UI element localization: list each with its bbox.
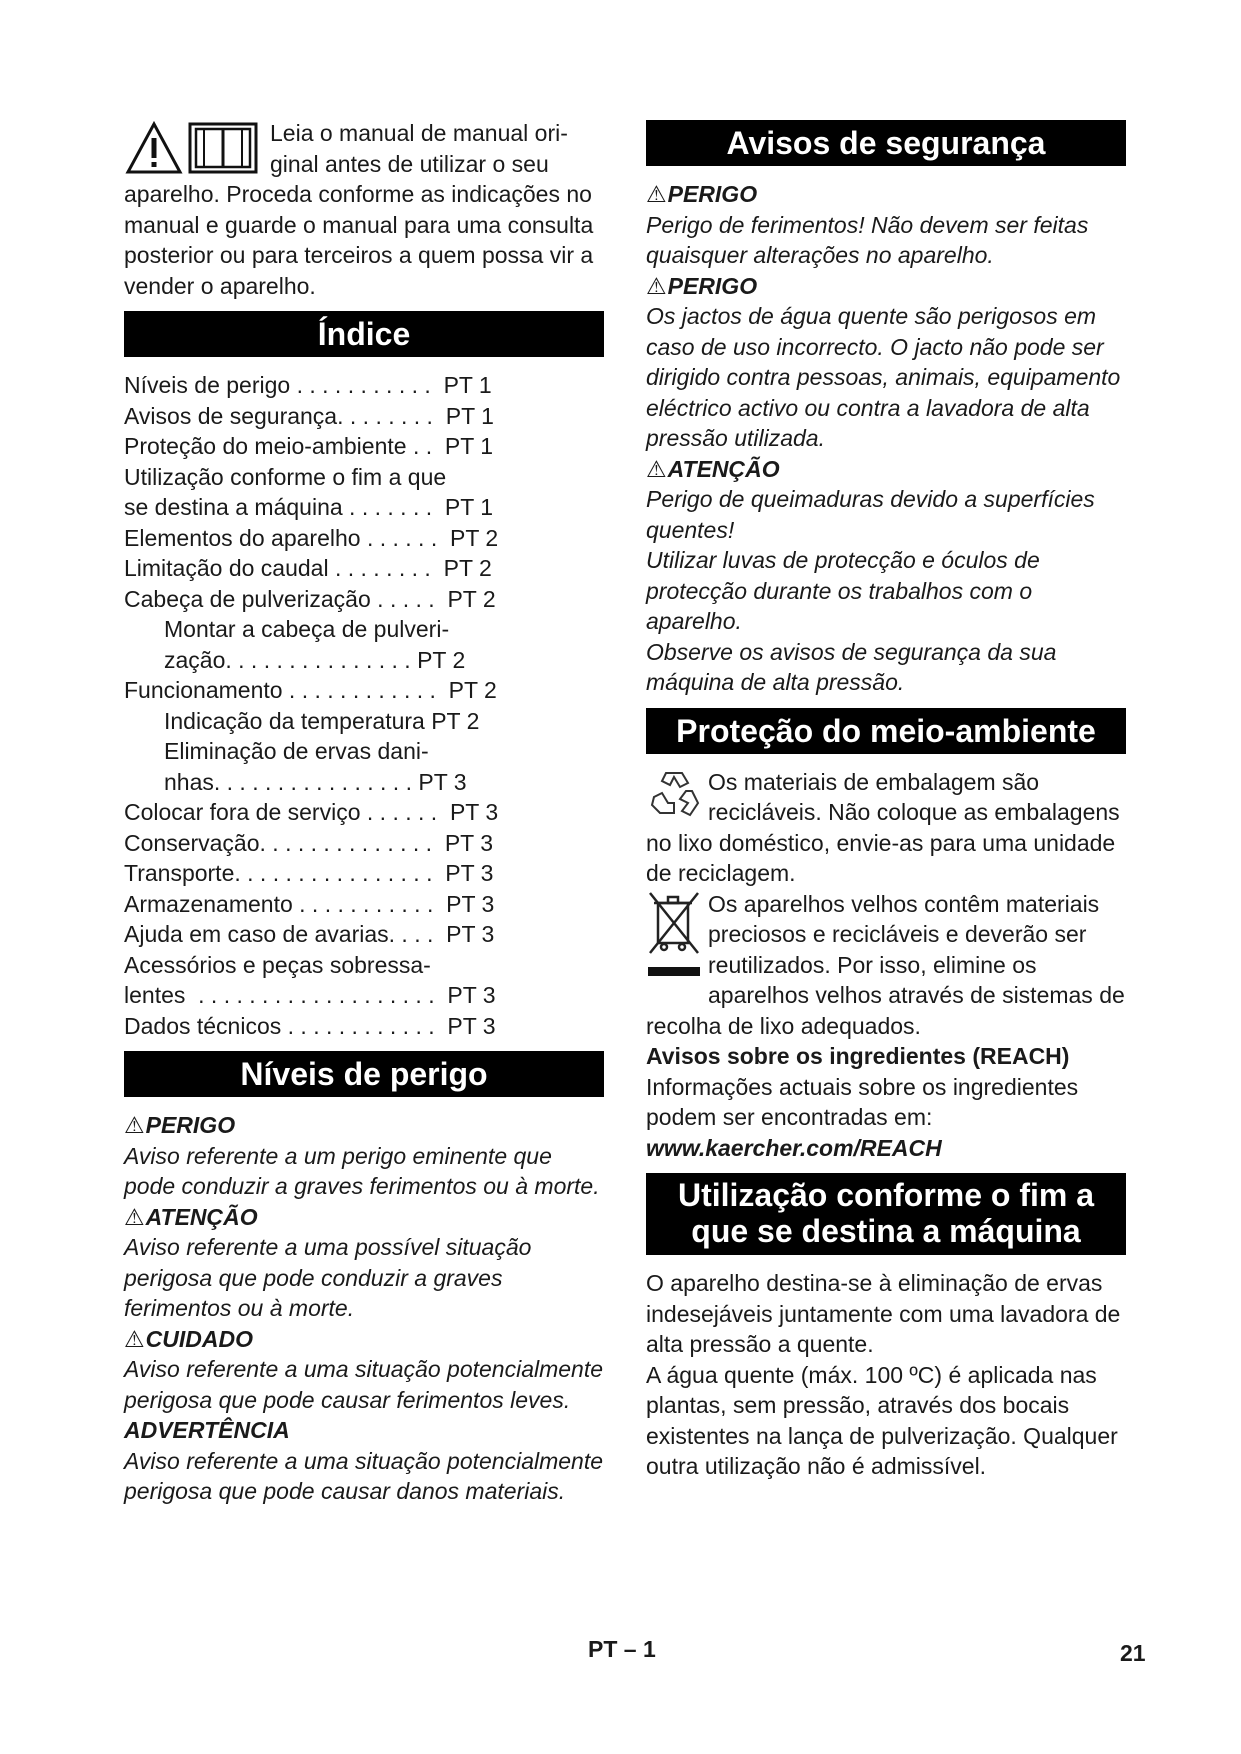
indice-title: Índice [317, 316, 411, 352]
toc-entry[interactable]: Funcionamento . . . . . . . . . . . . PT 2 [124, 677, 497, 703]
toc-entry[interactable]: Conservação. . . . . . . . . . . . . . PT 3 [124, 829, 493, 856]
signal-word-perigo: ⚠PERIGO [646, 271, 1126, 302]
toc-entry[interactable]: Acessórios e peças sobressa- [124, 951, 431, 978]
toc-entry[interactable]: Avisos de segurança. . . . . . . . PT 1 [124, 402, 494, 429]
signal-word-perigo: ⚠PERIGO [124, 1110, 604, 1141]
niveis-list [124, 1110, 604, 1507]
toc-entry[interactable]: se destina a máquina . . . . . . . PT 1 [124, 494, 494, 520]
weee-bin-icon [646, 889, 702, 981]
toc-subentry[interactable]: Montar a cabeça de pulveri- [164, 616, 450, 642]
signal-word-atencao: ⚠ATENÇÃO [646, 454, 1126, 485]
footer-section-code: PT – 1 [588, 1636, 656, 1662]
toc-subentry[interactable]: zação. . . . . . . . . . . . . . . PT 2 [164, 646, 466, 673]
toc-entry[interactable]: Transporte. . . . . . . . . . . . . . . . PT 3 [124, 860, 494, 886]
signal-word-atencao: ⚠ATENÇÃO [124, 1202, 604, 1233]
toc-subentry[interactable]: Indicação da temperatura PT 2 [164, 707, 480, 734]
safety-text: Os jactos de água quente são perigosos em caso de uso incorrecto. O jacto não pode ser dirigido contra pessoas, animais, equipamento eléctrico activo ou contra a lavadora de alta pressão utilizada. [646, 303, 1121, 451]
signal-word-advertencia: ADVERTÊNCIA [124, 1417, 290, 1443]
avisos-title: Avisos de segurança [726, 125, 1046, 161]
niveis-heading [124, 1051, 604, 1097]
toc-entry[interactable]: Elementos do aparelho . . . . . . PT 2 [124, 524, 499, 551]
toc-entry[interactable]: Cabeça de pulverização . . . . . PT 2 [124, 585, 496, 612]
signal-description: Aviso referente a uma situação potencialmente perigosa que pode causar ferimentos leves. [124, 1356, 604, 1413]
table-of-contents [124, 370, 604, 1041]
toc-entry[interactable]: lentes . . . . . . . . . . . . . . . . . . . PT 3 [124, 982, 496, 1008]
warning-triangle-icon: ⚠ [124, 1112, 145, 1138]
toc-entry[interactable]: Proteção do meio-ambiente . . PT 1 [124, 433, 494, 459]
protecao-title: Proteção do meio-ambiente [676, 712, 1096, 749]
toc-entry[interactable]: Armazenamento . . . . . . . . . . . PT 3 [124, 890, 495, 917]
niveis-title: Níveis de perigo [240, 1056, 488, 1092]
safety-text: Observe os avisos de segurança da sua máquina de alta pressão. [646, 638, 1057, 695]
safety-text: Utilizar luvas de protecção e óculos de protecção durante os trabalhos com o aparelho. [646, 547, 1040, 634]
utilizacao-paragraph-2: A água quente (máx. 100 ºC) é aplicada nas plantas, sem pressão, através dos bocais existentes na lança de pulverização. Qualquer outra utilização não é admissível. [646, 1361, 1118, 1479]
reach-text: Informações actuais sobre os ingredientes podem ser encontradas em: [646, 1073, 1079, 1130]
protecao-heading [646, 708, 1126, 754]
right-column [646, 120, 1126, 1482]
toc-entry[interactable]: Limitação do caudal . . . . . . . . PT 2 [124, 555, 492, 581]
utilizacao-title-line-2: que se destina a máquina [691, 1213, 1081, 1249]
warning-triangle-icon: ⚠ [646, 455, 667, 482]
signal-word-perigo: ⚠PERIGO [646, 179, 1126, 210]
signal-description: Aviso referente a uma possível situação perigosa que pode conduzir a graves ferimentos ou à morte. [124, 1234, 532, 1321]
safety-text: Perigo de ferimentos! Não devem ser feitas quaisquer alterações no aparelho. [646, 211, 1089, 268]
toc-entry[interactable]: Ajuda em caso de avarias. . . . PT 3 [124, 921, 495, 947]
toc-entry[interactable]: Colocar fora de serviço . . . . . . PT 3 [124, 799, 499, 825]
intro-text: aparelho. Proceda conforme as indicações no manual e guarde o manual para uma consulta posterior ou para terceiros a quem possa vir a vender o aparelho. [124, 181, 594, 299]
toc-entry[interactable]: Níveis de perigo . . . . . . . . . . . PT 1 [124, 372, 492, 398]
avisos-heading [646, 120, 1126, 166]
toc-entry[interactable]: Dados técnicos . . . . . . . . . . . . PT 3 [124, 1012, 496, 1039]
reach-title: Avisos sobre os ingredientes (REACH) [646, 1043, 1070, 1069]
toc-entry[interactable]: Utilização conforme o fim a que [124, 463, 447, 490]
recycle-icon [646, 767, 702, 823]
warning-triangle-icon: ⚠ [124, 1325, 145, 1352]
page-number: 21 [1120, 1640, 1146, 1666]
utilizacao-section [646, 1268, 1126, 1482]
utilizacao-paragraph-1: O aparelho destina-se à eliminação de ervas indesejáveis juntamente com uma lavadora de alta pressão a quente. [646, 1270, 1121, 1357]
utilizacao-heading [646, 1173, 1126, 1255]
left-column [124, 118, 604, 1507]
weee-text: Os aparelhos velhos contêm materiais preciosos e recicláveis e deverão ser reutilizados. Por isso, elimine os aparelhos velhos através de sistemas de recolha de lixo adequados. [646, 890, 1125, 1039]
signal-description: Aviso referente a um perigo eminente que pode conduzir a graves ferimentos ou à morte. [124, 1142, 600, 1199]
signal-description: Aviso referente a uma situação potencialmente perigosa que pode causar danos materiais. [124, 1447, 604, 1504]
utilizacao-title-line-1: Utilização conforme o fim a [677, 1177, 1095, 1213]
indice-heading [124, 311, 604, 357]
toc-subentry[interactable]: Eliminação de ervas dani- [164, 738, 429, 764]
signal-word-cuidado: ⚠CUIDADO [124, 1324, 604, 1355]
safety-text: Perigo de queimaduras devido a superfícies quentes! [646, 486, 1095, 543]
avisos-list [646, 179, 1126, 698]
warning-triangle-icon: ⚠ [646, 272, 667, 299]
protecao-section [646, 767, 1126, 1164]
warning-triangle-icon: ⚠ [646, 181, 667, 207]
intro-section [124, 118, 604, 301]
toc-subentry[interactable]: nhas. . . . . . . . . . . . . . . . PT 3 [164, 768, 467, 795]
recycle-text: Os materiais de embalagem são recicláveis. Não coloque as embalagens no lixo doméstico, envie-as para uma unidade de reciclagem. [646, 768, 1120, 886]
intro-line-1: Leia o manual de manual ori- [270, 120, 568, 146]
intro-line-2: ginal antes de utilizar o seu [270, 150, 549, 177]
warning-manual-icon [124, 118, 264, 176]
warning-triangle-icon: ⚠ [124, 1203, 145, 1230]
reach-url-link[interactable]: www.kaercher.com/REACH [646, 1134, 942, 1161]
